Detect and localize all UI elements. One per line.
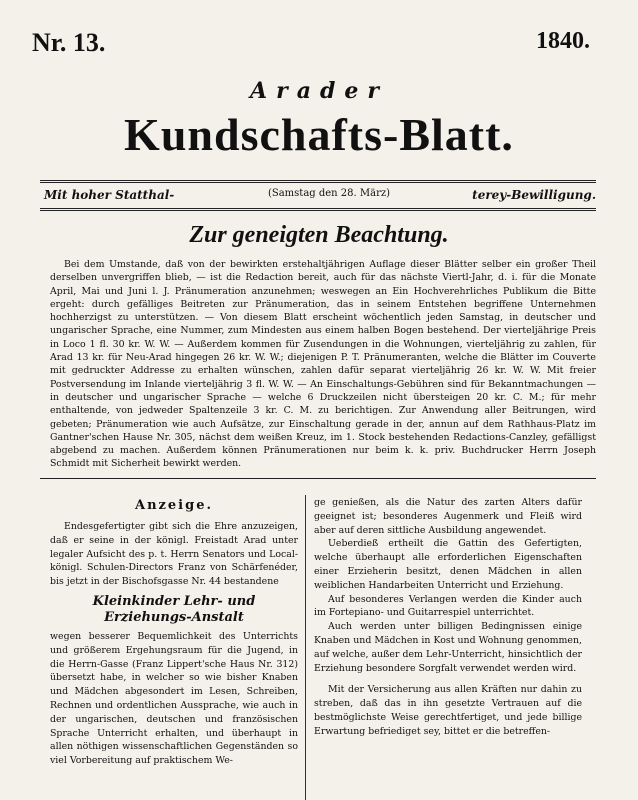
masthead-title: Kundschafts-Blatt.	[124, 109, 514, 160]
right-paragraph-2: Ueberdieß ertheilt die Gattin des Gefertigten, welche überhaupt alle erforderlichen Eigenschaften einer Erzieherin besitzt, denen Mädchen in allen weiblichen Handarbeiten Unterricht und Erziehung.	[314, 538, 582, 591]
right-paragraph-3: Auf besonderes Verlangen werden die Kinder auch im Fortepiano- und Guitarrespiel unterrichtet.	[314, 593, 582, 619]
dateline-date: (Samstag den 28. März)	[267, 188, 391, 199]
right-paragraph-1: ge genießen, als die Natur des zarten Alters dafür geeignet ist; besonderes Augenmerk und Fleiß wird aber auf deren sittliche Ausbildung angewendet.	[314, 497, 582, 536]
header-rule-bottom	[40, 208, 596, 211]
dateline-right: terey-Bewilligung.	[472, 188, 596, 202]
advert-body: wegen besserer Bequemlichkeit des Unterrichts und größerem Ergehungsraum für die Jugend, in die Herrn-Gasse (Franz Lippert'sche Haus Nr. 312) übersetzt habe, in welcher so wie bisher Knaben und Mädchen abgesondert im Lesen, Schreiben, Rechnen und ordentlichen Aussprache, wie auch in der ungarischen, deutschen und französischen Sprache Unterricht erhalten, und überhaupt in allen nöthigen wissenschaftlichen Gegenständen so viel Vorbereitung auf praktischem We-	[50, 630, 298, 767]
column-divider	[305, 495, 306, 800]
notice-title: Zur geneigten Beachtung.	[189, 222, 449, 248]
right-paragraph-4: Auch werden unter billigen Bedingnissen einige Knaben und Mädchen in Kost und Wohnung genommen, auf welche, außer dem Lehr-Unterricht, hinsichtlich der Erziehung besondere Sorgfalt verwendet werden wird.	[314, 621, 582, 674]
right-column	[314, 496, 582, 739]
issue-year: 1840.	[536, 28, 590, 54]
dateline-band	[44, 188, 596, 206]
advert-subheading: Kleinkinder Lehr- und Erziehungs-Anstalt	[92, 593, 256, 625]
notice-body: Bei dem Umstande, daß von der bewirkten erstehaltjährigen Auflage dieser Blätter selber ein großer Theil derselben unvergriffen blieb, — ist die Redaction bereit, auch für das nächste Viertl-Jahr, d. i. für die Monate April, Mai und Juni l. J. Pränumeration anzunehmen; weswegen an Ein Hochverehrliches Publikum die Bitte ergeht: durch gefälliges Beitreten zur Pränumeration, das in seinem Entstehen begriffene Unternehmen hochherzigst zu unterstützen. — Von diesem Blatt erscheint wöchentlich jeden Samstag, in deutscher und ungarischer Sprache, eine Nummer, zum Mindesten aus einem halben Bogen bestehend. Der vierteljährige Preis in Loco 1 fl. 30 kr. W. W. — Außerdem kommen für Zusendungen in die Wohnungen, vierteljährig zu zahlen, für Arad 13 kr. für Neu-Arad hingegen 26 kr. W. W.; diejenigen P. T. Pränumeranten, welche die Blätter im Couverte mit gedruckter Addresse zu erhalten wünschen, zahlen dafür separat vierteljährig 26 kr. W. W. Mit freier Postversendung im Inlande vierteljährig 3 fl. W. W. — An Einschaltungs-Gebühren sind für Bekanntmachungen — in deutscher und ungarischer Sprache — welche 6 Druckzeilen nicht übersteigen 20 kr. C. M.; für mehr enthaltende, von jedweder Spaltenzeile 3 kr. C. M. zu berichtigen. Zur Anwendung aller Beitrungen, wird gebeten; Pränumeration wie auch Aufsätze, zur Einschaltung gerade in der, annun auf dem Rathhaus-Platz im Gantner'schen Hause Nr. 305, nächst dem weißen Kreuz, im 1. Stock bestehenden Redactions-Canzley, gefälligst abgebend zu machen. Außerdem können Pränumerationen nur beim k. k. priv. Buchdrucker Herrn Joseph Schmidt mit Sicherheit bewirkt werden.	[50, 259, 596, 470]
masthead-supertitle: Arader	[250, 78, 388, 104]
right-paragraph-5: Mit der Versicherung aus allen Kräften nur dahin zu streben, daß das in ihn gesetzte Vertrauen auf die bestmöglichste Weise gerechtfertiget, und jede billige Erwartung befriediget sey, bittet er die betreffen-	[314, 684, 582, 737]
advert-intro: Endesgefertigter gibt sich die Ehre anzuzeigen, daß er seine in der königl. Freistadt Arad unter legaler Aufsicht des p. t. Herrn Senators und Local-königl. Schulen-Directors Franz von Schärfenéder, bis jetzt in der Bischofsgasse Nr. 44 bestandene	[50, 521, 298, 588]
dateline-left: Mit hoher Statthal-	[44, 188, 175, 202]
header-rule-top	[40, 180, 596, 183]
issue-number: Nr. 13.	[32, 28, 106, 57]
section-divider	[40, 478, 596, 479]
left-column	[50, 520, 298, 768]
advert-heading: Anzeige.	[134, 498, 214, 513]
